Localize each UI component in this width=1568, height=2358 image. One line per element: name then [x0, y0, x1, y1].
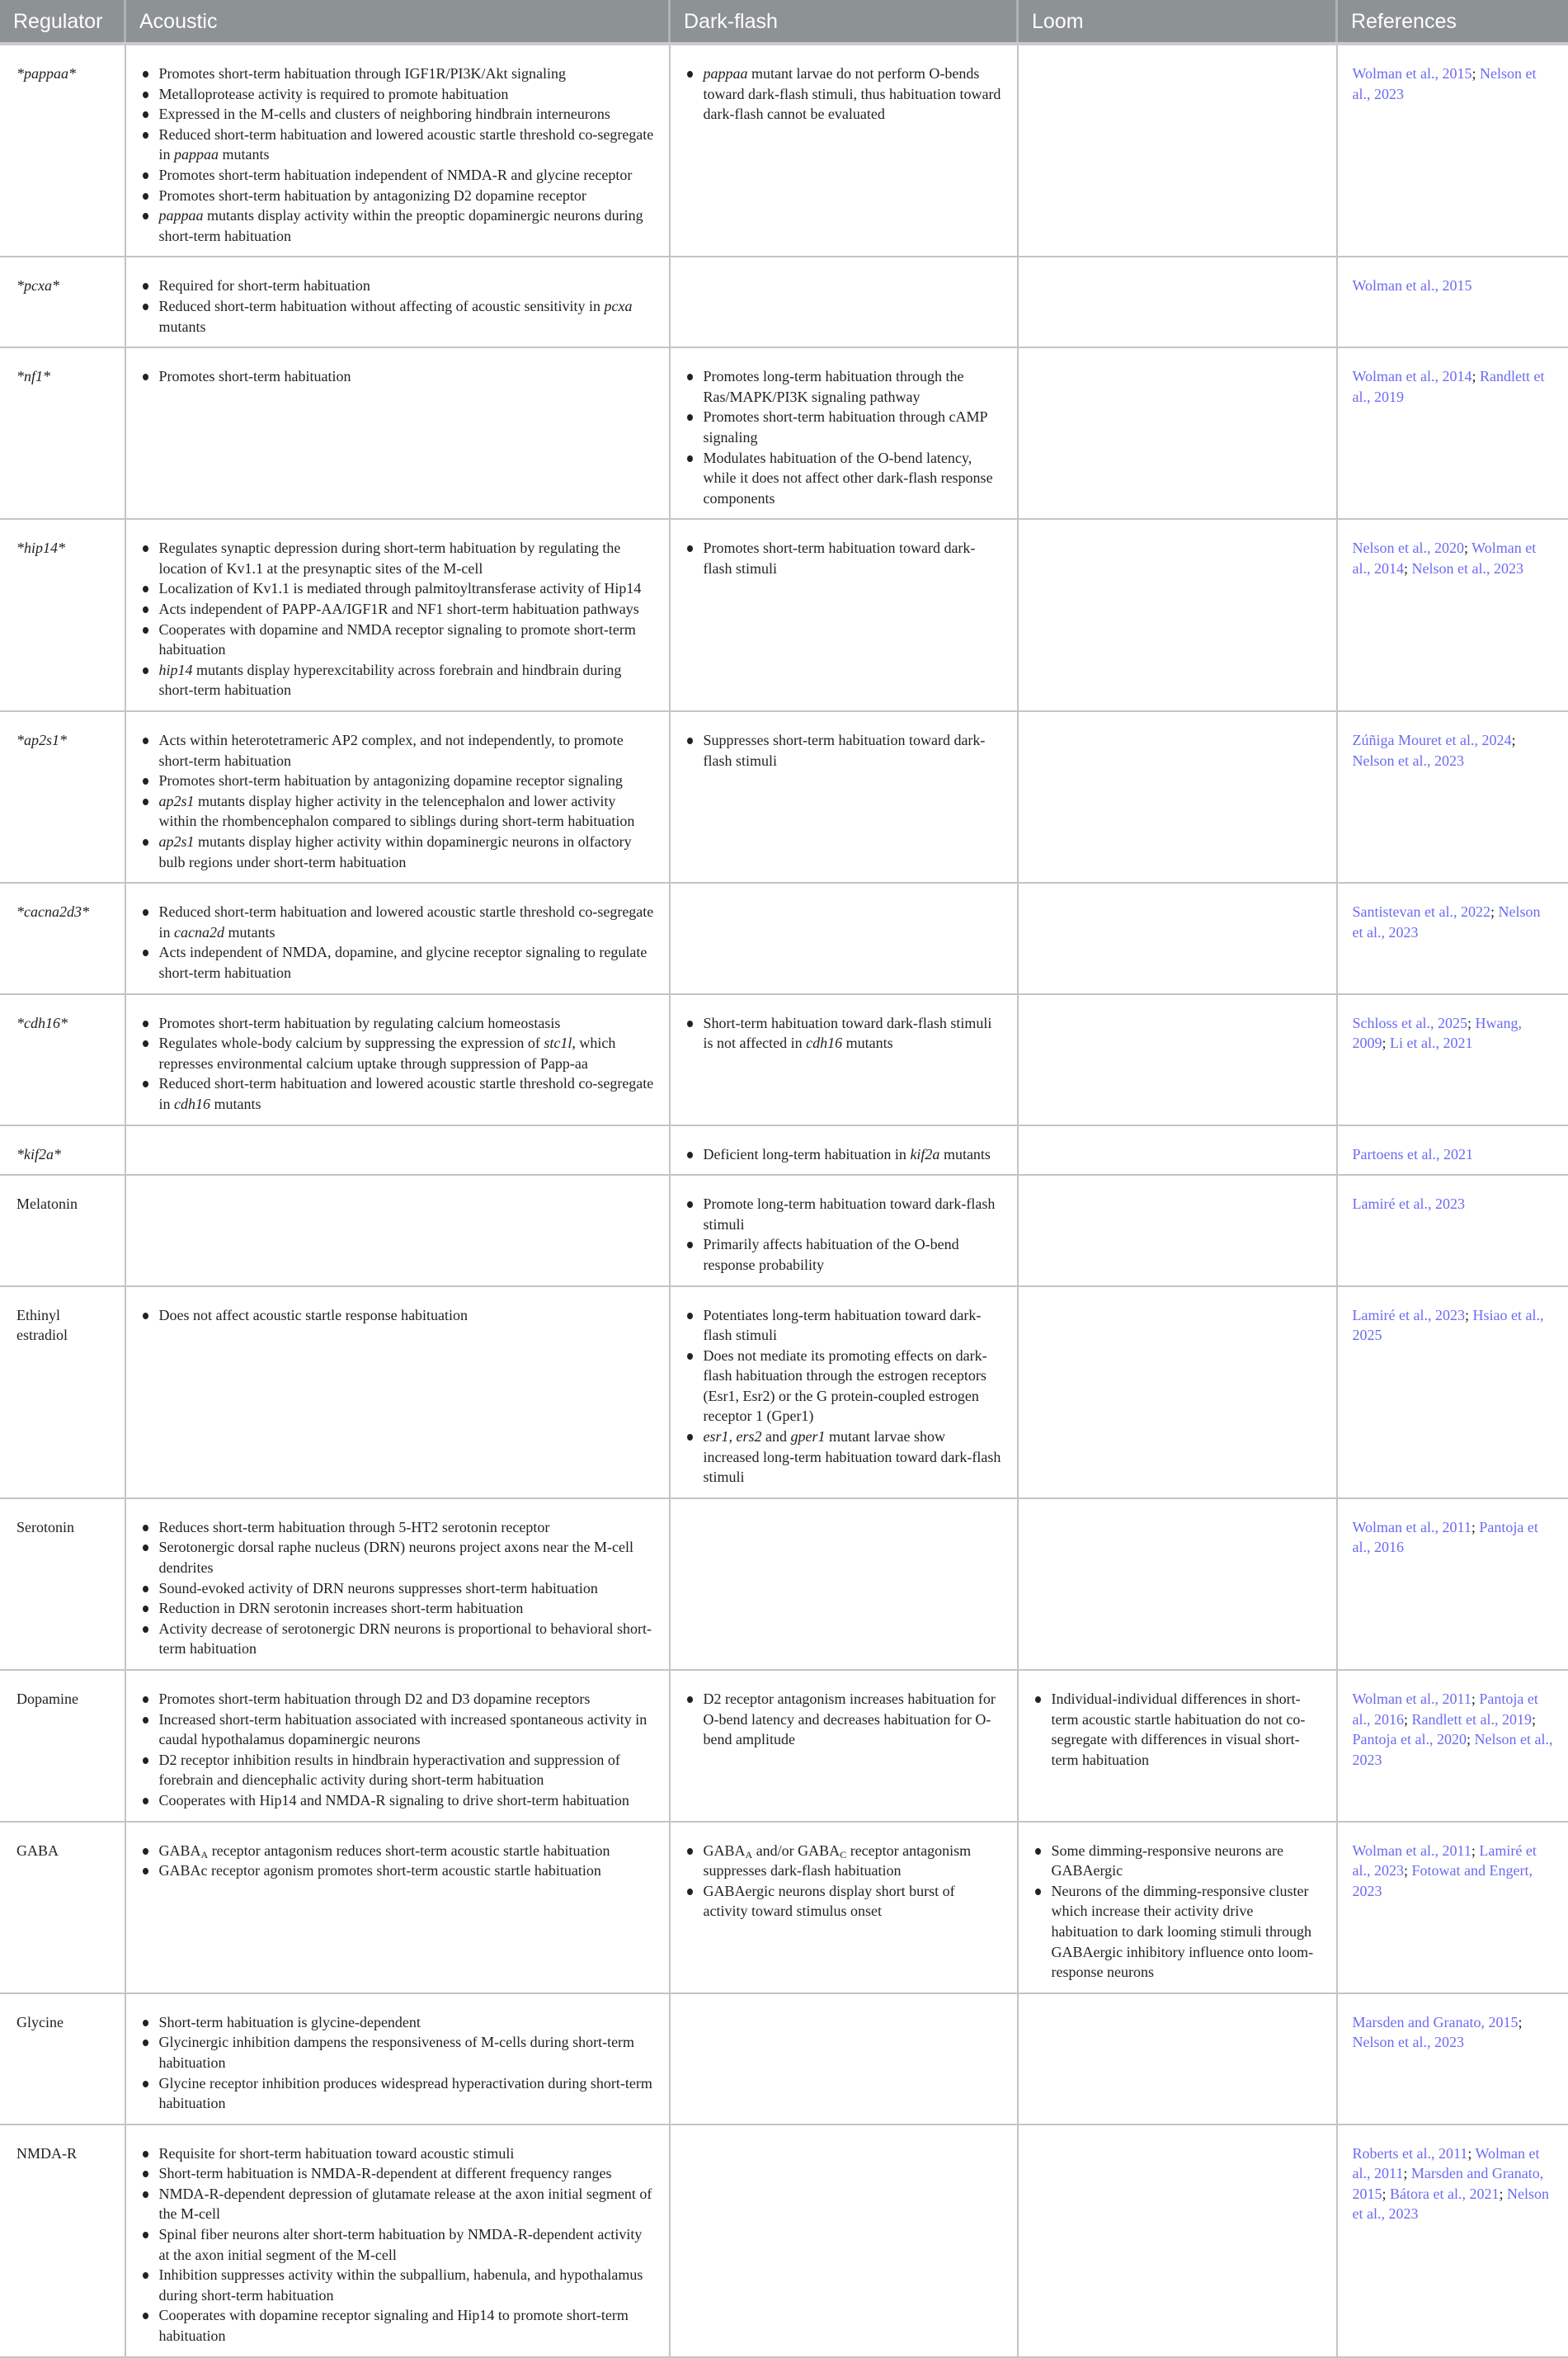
reference-link[interactable]: Bátora et al., 2021	[1390, 2186, 1499, 2202]
darkflash-cell	[670, 883, 1018, 993]
list-item: Reduced short-term habituation without affecting of acoustic sensitivity in pcxa mutants	[159, 296, 654, 337]
reference-link[interactable]: Marsden and Granato, 2015	[1353, 2014, 1519, 2030]
list-item: Promotes short-term habituation through cAMP signaling	[704, 407, 1002, 447]
references-cell: Schloss et al., 2025; Hwang, 2009; Li et al., 2021	[1337, 994, 1568, 1125]
list-item: ap2s1 mutants display higher activity in the telencephalon and lower activity within the rhombencephalon compared to siblings during short-term habituation	[159, 791, 654, 832]
acoustic-cell	[125, 257, 670, 347]
reference-link[interactable]: Li et al., 2021	[1390, 1035, 1472, 1051]
header-loom: Loom	[1018, 0, 1337, 44]
references-cell	[1337, 1175, 1568, 1285]
list-item: Required for short-term habituation	[159, 276, 654, 296]
acoustic-cell	[125, 1670, 670, 1822]
list-item: NMDA-R-dependent depression of glutamate release at the axon initial segment of the M-cell	[159, 2184, 654, 2224]
list-item: Metalloprotease activity is required to promote habituation	[159, 84, 654, 105]
header-acoustic: Acoustic	[125, 0, 670, 44]
darkflash-cell	[670, 257, 1018, 347]
darkflash-cell	[670, 44, 1018, 257]
acoustic-list	[141, 1517, 654, 1659]
reference-link[interactable]: Lamiré et al., 2023	[1353, 1196, 1465, 1212]
reference-link[interactable]: Zúñiga Mouret et al., 2024	[1353, 732, 1512, 748]
loom-cell	[1018, 1125, 1337, 1176]
list-item: Potentiates long-term habituation toward dark-flash stimuli	[704, 1305, 1002, 1346]
table-row	[0, 1286, 1568, 1498]
acoustic-list	[141, 276, 654, 337]
references-cell: Wolman et al., 2015; Nelson et al., 2023	[1337, 44, 1568, 257]
reference-link[interactable]: Wolman et al., 2015	[1353, 277, 1472, 294]
reference-link[interactable]: Nelson et al., 2023	[1353, 65, 1537, 102]
list-item: Primarily affects habituation of the O-bend response probability	[704, 1234, 1002, 1275]
darkflash-cell	[670, 1670, 1018, 1822]
reference-link[interactable]: Lamiré et al., 2023	[1353, 1842, 1537, 1879]
list-item: Does not affect acoustic startle response habituation	[159, 1305, 654, 1326]
list-item: D2 receptor inhibition results in hindbrain hyperactivation and suppression of forebrain and diencephalic activity during short-term habituation	[159, 1750, 654, 1790]
list-item: Glycinergic inhibition dampens the responsiveness of M-cells during short-term habituation	[159, 2032, 654, 2073]
acoustic-cell	[125, 883, 670, 993]
list-item: $GABA_A$ receptor antagonism reduces short-term acoustic startle habituation	[159, 1841, 654, 1861]
list-item: esr1, ers2 and gper1 mutant larvae show increased long-term habituation toward dark-flash stimuli	[704, 1427, 1002, 1488]
acoustic-cell	[125, 2125, 670, 2357]
header-references: References	[1337, 0, 1568, 44]
table-row	[0, 2125, 1568, 2357]
loom-cell	[1018, 994, 1337, 1125]
loom-cell	[1018, 1498, 1337, 1670]
loom-cell	[1018, 257, 1337, 347]
darkflash-cell	[670, 994, 1018, 1125]
table-row	[0, 257, 1568, 347]
list-item: Promotes short-term habituation independent of NMDA-R and glycine receptor	[159, 165, 654, 186]
acoustic-list	[141, 1841, 654, 1881]
acoustic-list	[141, 1013, 654, 1115]
regulator-cell: Serotonin	[0, 1498, 125, 1670]
acoustic-cell	[125, 711, 670, 883]
list-item: Glycine receptor inhibition produces widespread hyperactivation during short-term habituation	[159, 2073, 654, 2114]
list-item: $GABA_A$ and/or $GABA_C$ receptor antagonism suppresses dark-flash habituation	[704, 1841, 1002, 1881]
acoustic-list	[141, 2012, 654, 2114]
list-item: Reduction in DRN serotonin increases short-term habituation	[159, 1598, 654, 1619]
reference-link[interactable]: Hwang, 2009	[1353, 1015, 1523, 1052]
acoustic-cell	[125, 1125, 670, 1176]
acoustic-list	[141, 64, 654, 246]
list-item: GABAc receptor agonism promotes short-term acoustic startle habituation	[159, 1860, 654, 1881]
darkflash-list	[685, 1144, 1002, 1165]
acoustic-cell	[125, 347, 670, 519]
regulator-cell: *pcxa*	[0, 257, 125, 347]
darkflash-list	[685, 1013, 1002, 1054]
darkflash-cell	[670, 1498, 1018, 1670]
loom-cell	[1018, 711, 1337, 883]
regulator-cell: *nf1*	[0, 347, 125, 519]
regulator-cell: *pappaa*	[0, 44, 125, 257]
darkflash-cell	[670, 1125, 1018, 1176]
list-item: Activity decrease of serotonergic DRN neurons is proportional to behavioral short-term habituation	[159, 1619, 654, 1659]
reference-link[interactable]: Pantoja et al., 2020	[1353, 1731, 1467, 1747]
acoustic-cell	[125, 1993, 670, 2125]
table-row	[0, 994, 1568, 1125]
list-item: Acts independent of NMDA, dopamine, and glycine receptor signaling to regulate short-term habituation	[159, 942, 654, 983]
acoustic-list	[141, 730, 654, 872]
darkflash-cell	[670, 347, 1018, 519]
list-item: Promotes short-term habituation through D2 and D3 dopamine receptors	[159, 1689, 654, 1710]
acoustic-cell	[125, 1498, 670, 1670]
list-item: Spinal fiber neurons alter short-term habituation by NMDA-R-dependent activity at the axon initial segment of the M-cell	[159, 2224, 654, 2265]
darkflash-cell	[670, 1822, 1018, 1993]
loom-list	[1034, 1841, 1321, 1983]
reference-link[interactable]: Marsden and Granato, 2015	[1353, 2165, 1544, 2202]
darkflash-list	[685, 730, 1002, 771]
regulator-cell: Ethinyl estradiol	[0, 1286, 125, 1498]
list-item: Requisite for short-term habituation toward acoustic stimuli	[159, 2143, 654, 2164]
loom-cell	[1018, 1670, 1337, 1822]
loom-cell	[1018, 1286, 1337, 1498]
references-cell: Wolman et al., 2011; Pantoja et al., 2016	[1337, 1498, 1568, 1670]
list-item: Promotes short-term habituation through IGF1R/PI3K/Akt signaling	[159, 64, 654, 84]
list-item: Neurons of the dimming-responsive cluster which increase their activity drive habituation to dark looming stimuli through GABAergic inhibitory influence onto loom-response neurons	[1052, 1881, 1321, 1983]
list-item: Regulates whole-body calcium by suppressing the expression of stc1l, which represses environmental calcium uptake through suppression of Papp-aa	[159, 1033, 654, 1073]
acoustic-cell	[125, 1175, 670, 1285]
list-item: Reduced short-term habituation and lowered acoustic startle threshold co-segregate in pappaa mutants	[159, 125, 654, 165]
references-cell: Santistevan et al., 2022; Nelson et al., 2023	[1337, 883, 1568, 993]
table-row	[0, 883, 1568, 993]
acoustic-cell	[125, 44, 670, 257]
table-row	[0, 711, 1568, 883]
reference-link[interactable]: Pantoja et al., 2016	[1353, 1691, 1538, 1728]
references-cell: Wolman et al., 2011; Pantoja et al., 2016; Randlett et al., 2019; Pantoja et al., 2020; Nelson et al., 2023	[1337, 1670, 1568, 1822]
list-item: Deficient long-term habituation in kif2a mutants	[704, 1144, 1002, 1165]
list-item: D2 receptor antagonism increases habituation for O-bend latency and decreases habituation for O-bend amplitude	[704, 1689, 1002, 1750]
acoustic-cell	[125, 994, 670, 1125]
list-item: Cooperates with dopamine and NMDA receptor signaling to promote short-term habituation	[159, 620, 654, 660]
loom-cell	[1018, 347, 1337, 519]
table-row	[0, 347, 1568, 519]
list-item: Serotonergic dorsal raphe nucleus (DRN) neurons project axons near the M-cell dendrites	[159, 1537, 654, 1578]
regulator-cell: *hip14*	[0, 519, 125, 711]
acoustic-list	[141, 2143, 654, 2346]
darkflash-cell	[670, 519, 1018, 711]
list-item: Individual-individual differences in short-term acoustic startle habituation do not co-segregate with differences in visual short-term habituation	[1052, 1689, 1321, 1770]
regulator-cell: *cdh16*	[0, 994, 125, 1125]
list-item: Reduced short-term habituation and lowered acoustic startle threshold co-segregate in cacna2d mutants	[159, 902, 654, 942]
list-item: Short-term habituation is glycine-dependent	[159, 2012, 654, 2033]
list-item: GABAergic neurons display short burst of activity toward stimulus onset	[704, 1881, 1002, 1922]
reference-link[interactable]: Randlett et al., 2019	[1412, 1711, 1532, 1728]
regulator-cell: Dopamine	[0, 1670, 125, 1822]
darkflash-list	[685, 64, 1002, 125]
list-item: Promotes short-term habituation toward dark-flash stimuli	[704, 538, 1002, 578]
acoustic-cell	[125, 519, 670, 711]
reference-link[interactable]: Lamiré et al., 2023	[1353, 1307, 1465, 1323]
regulator-cell: *cacna2d3*	[0, 883, 125, 993]
list-item: Cooperates with Hip14 and NMDA-R signaling to drive short-term habituation	[159, 1790, 654, 1811]
references-cell: Marsden and Granato, 2015; Nelson et al., 2023	[1337, 1993, 1568, 2125]
reference-link[interactable]: Roberts et al., 2011	[1353, 2145, 1468, 2162]
list-item: Suppresses short-term habituation toward dark-flash stimuli	[704, 730, 1002, 771]
list-item: Short-term habituation toward dark-flash stimuli is not affected in cdh16 mutants	[704, 1013, 1002, 1054]
darkflash-list	[685, 1841, 1002, 1922]
reference-link[interactable]: Wolman et al., 2015	[1353, 65, 1472, 82]
reference-link[interactable]: Nelson et al., 2023	[1353, 752, 1464, 769]
regulator-cell: *kif2a*	[0, 1125, 125, 1176]
loom-cell	[1018, 883, 1337, 993]
acoustic-list	[141, 538, 654, 700]
loom-list	[1034, 1689, 1321, 1770]
table-row	[0, 1175, 1568, 1285]
darkflash-list	[685, 1305, 1002, 1488]
darkflash-list	[685, 1689, 1002, 1750]
list-item: pappaa mutants display activity within the preoptic dopaminergic neurons during short-term habituation	[159, 205, 654, 246]
acoustic-list	[141, 902, 654, 983]
darkflash-list	[685, 1194, 1002, 1275]
table-row	[0, 519, 1568, 711]
loom-cell	[1018, 519, 1337, 711]
header-row	[0, 0, 1568, 44]
reference-link[interactable]: Nelson et al., 2023	[1353, 2034, 1464, 2050]
regulator-cell: NMDA-R	[0, 2125, 125, 2357]
table-row	[0, 1993, 1568, 2125]
references-cell: Lamiré et al., 2023; Hsiao et al., 2025	[1337, 1286, 1568, 1498]
reference-link[interactable]: Partoens et al., 2021	[1353, 1146, 1473, 1162]
list-item: Promotes short-term habituation by regulating calcium homeostasis	[159, 1013, 654, 1034]
loom-cell	[1018, 1993, 1337, 2125]
list-item: Increased short-term habituation associated with increased spontaneous activity in caudal hypothalamus dopaminergic neurons	[159, 1710, 654, 1750]
reference-link[interactable]: Wolman et al., 2014	[1353, 540, 1537, 577]
references-cell: Wolman et al., 2014; Randlett et al., 2019	[1337, 347, 1568, 519]
list-item: ap2s1 mutants display higher activity within dopaminergic neurons in olfactory bulb regions under short-term habituation	[159, 832, 654, 872]
references-cell	[1337, 1125, 1568, 1176]
references-cell: Zúñiga Mouret et al., 2024; Nelson et al., 2023	[1337, 711, 1568, 883]
reference-link[interactable]: Wolman et al., 2011	[1353, 2145, 1540, 2182]
list-item: Promotes short-term habituation	[159, 366, 654, 387]
reference-link[interactable]: Wolman et al., 2014	[1353, 368, 1472, 384]
loom-cell	[1018, 44, 1337, 257]
darkflash-cell	[670, 2125, 1018, 2357]
darkflash-cell	[670, 1175, 1018, 1285]
list-item: Promotes short-term habituation by antagonizing dopamine receptor signaling	[159, 771, 654, 791]
darkflash-cell	[670, 711, 1018, 883]
regulator-cell: *ap2s1*	[0, 711, 125, 883]
darkflash-cell	[670, 1286, 1018, 1498]
references-cell: Wolman et al., 2011; Lamiré et al., 2023; Fotowat and Engert, 2023	[1337, 1822, 1568, 1993]
list-item: Acts within heterotetrameric AP2 complex, and not independently, to promote short-term habituation	[159, 730, 654, 771]
list-item: Promotes long-term habituation through the Ras/MAPK/PI3K signaling pathway	[704, 366, 1002, 407]
acoustic-list	[141, 366, 654, 387]
list-item: Cooperates with dopamine receptor signaling and Hip14 to promote short-term habituation	[159, 2305, 654, 2346]
references-cell	[1337, 257, 1568, 347]
reference-link[interactable]: Fotowat and Engert, 2023	[1353, 1862, 1533, 1899]
darkflash-list	[685, 538, 1002, 578]
list-item: Acts independent of PAPP-AA/IGF1R and NF1 short-term habituation pathways	[159, 599, 654, 620]
table-row	[0, 1498, 1568, 1670]
table-row	[0, 1822, 1568, 1993]
list-item: Short-term habituation is NMDA-R-dependent at different frequency ranges	[159, 2163, 654, 2184]
reference-link[interactable]: Nelson et al., 2023	[1353, 1731, 1553, 1768]
reference-link[interactable]: Nelson et al., 2023	[1353, 903, 1541, 941]
loom-cell	[1018, 1175, 1337, 1285]
list-item: Promote long-term habituation toward dark-flash stimuli	[704, 1194, 1002, 1234]
reference-link[interactable]: Wolman et al., 2011	[1353, 1842, 1471, 1859]
regulator-cell: GABA	[0, 1822, 125, 1993]
acoustic-list	[141, 1689, 654, 1811]
darkflash-cell	[670, 1993, 1018, 2125]
references-cell: Roberts et al., 2011; Wolman et al., 2011; Marsden and Granato, 2015; Bátora et al., 2021; Nelson et al., 2023	[1337, 2125, 1568, 2357]
list-item: Does not mediate its promoting effects on dark-flash habituation through the estrogen receptors (Esr1, Esr2) or the G protein-coupled estrogen receptor 1 (Gper1)	[704, 1346, 1002, 1427]
list-item: Inhibition suppresses activity within the subpallium, habenula, and hypothalamus during short-term habituation	[159, 2265, 654, 2305]
acoustic-cell	[125, 1822, 670, 1993]
table-row	[0, 1125, 1568, 1176]
table-body	[0, 44, 1568, 2357]
reference-link[interactable]: Santistevan et al., 2022	[1353, 903, 1490, 920]
list-item: Reduces short-term habituation through 5-HT2 serotonin receptor	[159, 1517, 654, 1538]
darkflash-list	[685, 366, 1002, 508]
list-item: Regulates synaptic depression during short-term habituation by regulating the location of Kv1.1 at the presynaptic sites of the M-cell	[159, 538, 654, 578]
list-item: hip14 mutants display hyperexcitability across forebrain and hindbrain during short-term habituation	[159, 660, 654, 700]
reference-link[interactable]: Hsiao et al., 2025	[1353, 1307, 1544, 1344]
reference-link[interactable]: Pantoja et al., 2016	[1353, 1519, 1538, 1556]
reference-link[interactable]: Nelson et al., 2020	[1353, 540, 1464, 556]
loom-cell	[1018, 1822, 1337, 1993]
acoustic-cell	[125, 1286, 670, 1498]
list-item: Sound-evoked activity of DRN neurons suppresses short-term habituation	[159, 1578, 654, 1599]
list-item: Promotes short-term habituation by antagonizing D2 dopamine receptor	[159, 186, 654, 206]
header-dark-flash: Dark-flash	[670, 0, 1018, 44]
acoustic-list	[141, 1305, 654, 1326]
reference-link[interactable]: Wolman et al., 2011	[1353, 1519, 1471, 1535]
list-item: pappaa mutant larvae do not perform O-bends toward dark-flash stimuli, thus habituation toward dark-flash cannot be evaluated	[704, 64, 1002, 125]
reference-link[interactable]: Schloss et al., 2025	[1353, 1015, 1468, 1031]
table-row	[0, 1670, 1568, 1822]
list-item: Some dimming-responsive neurons are GABAergic	[1052, 1841, 1321, 1881]
reference-link[interactable]: Wolman et al., 2011	[1353, 1691, 1471, 1707]
reference-link[interactable]: Randlett et al., 2019	[1353, 368, 1545, 405]
regulator-cell: Melatonin	[0, 1175, 125, 1285]
reference-link[interactable]: Nelson et al., 2023	[1412, 560, 1523, 577]
list-item: Modulates habituation of the O-bend latency, while it does not affect other dark-flash response components	[704, 448, 1002, 509]
table-row	[0, 44, 1568, 257]
reference-link[interactable]: Nelson et al., 2023	[1353, 2186, 1550, 2223]
regulator-cell: Glycine	[0, 1993, 125, 2125]
references-cell: Nelson et al., 2020; Wolman et al., 2014; Nelson et al., 2023	[1337, 519, 1568, 711]
list-item: Reduced short-term habituation and lowered acoustic startle threshold co-segregate in cdh16 mutants	[159, 1073, 654, 1114]
list-item: Localization of Kv1.1 is mediated through palmitoyltransferase activity of Hip14	[159, 578, 654, 599]
list-item: Expressed in the M-cells and clusters of neighboring hindbrain interneurons	[159, 104, 654, 125]
header-regulator: Regulator	[0, 0, 125, 44]
loom-cell	[1018, 2125, 1337, 2357]
